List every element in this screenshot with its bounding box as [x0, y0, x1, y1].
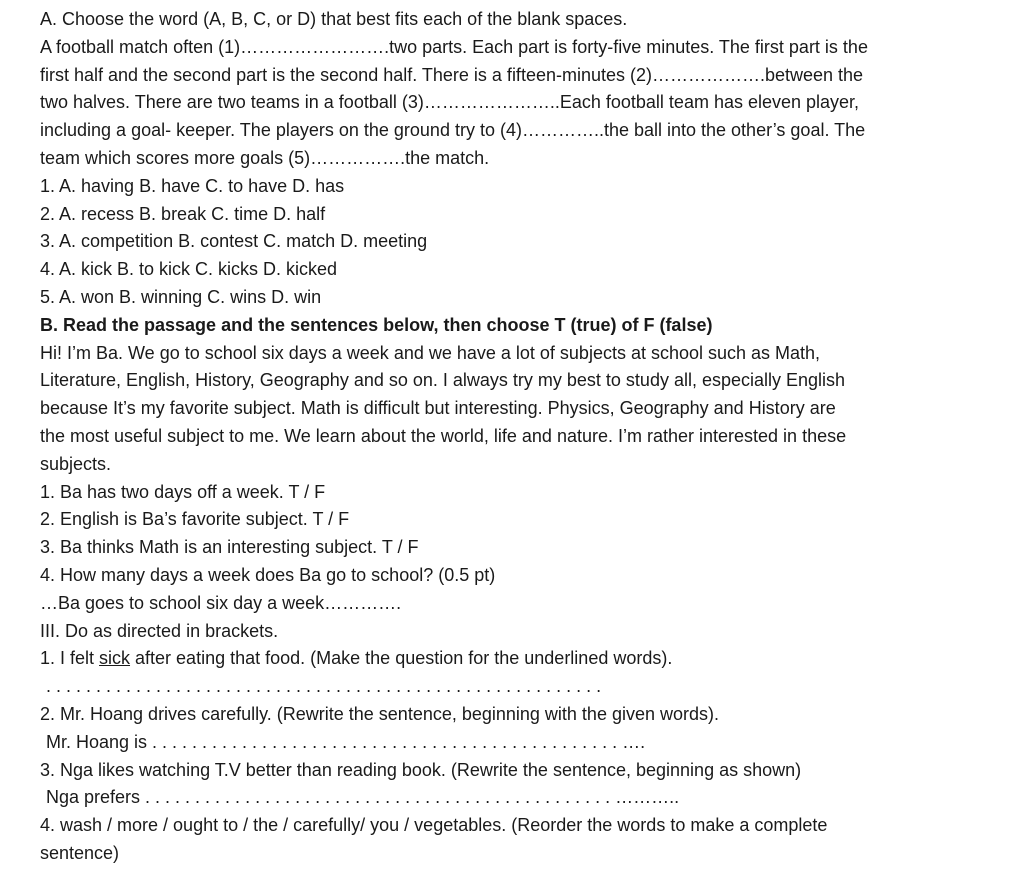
section-c-heading: III. Do as directed in brackets.: [40, 620, 279, 641]
option-line: 2. A. recess B. break C. time D. half: [40, 203, 326, 224]
passage-line: because It’s my favorite subject. Math is difficult but interesting. Physics, Geography and History are: [40, 398, 836, 419]
section-b-answer: …Ba goes to school six day a week………….: [40, 592, 402, 613]
option-line: 5. A. won B. winning C. wins D. win: [40, 286, 322, 307]
question-1-after: after eating that food. (Make the question for the underlined words).: [130, 648, 673, 669]
question-4: 4. wash / more / ought to / the / carefully/ you / vegetables. (Reorder the words to make a complete: [40, 815, 828, 836]
section-a-heading: A. Choose the word (A, B, C, or D) that best fits each of the blank spaces.: [40, 9, 628, 29]
statement-line: 3. Ba thinks Math is an interesting subject. T / F: [40, 537, 419, 558]
question-3-answer-line: Nga prefers . . . . . . . . . . . . . . . . . . . . . . . . . . . . . . . . . . . . . . . . . . . . . . . ………..: [46, 787, 680, 808]
passage-line: two halves. There are two teams in a football (3)…………………..Each football team has eleven player,: [40, 92, 860, 113]
section-a-passage: [40, 34, 1000, 173]
question-2: 2. Mr. Hoang drives carefully. (Rewrite the sentence, beginning with the given words).: [40, 703, 719, 724]
passage-line: including a goal- keeper. The players on the ground try to (4)…………..the ball into the other’s goal. The: [40, 120, 866, 141]
passage-line: Hi! I’m Ba. We go to school six days a week and we have a lot of subjects at school such as Math,: [40, 342, 821, 363]
question-4-continued: sentence): [40, 842, 120, 863]
passage-line: the most useful subject to me. We learn about the world, life and nature. I’m rather interested in these: [40, 425, 847, 446]
option-line: 3. A. competition B. contest C. match D. meeting: [40, 231, 428, 252]
statement-line: 2. English is Ba’s favorite subject. T / F: [40, 509, 350, 530]
section-a-options: [40, 173, 1000, 312]
question-3: 3. Nga likes watching T.V better than reading book. (Rewrite the sentence, beginning as shown): [40, 759, 802, 780]
passage-line: Literature, English, History, Geography and so on. I always try my best to study all, especially English: [40, 370, 846, 391]
passage-line: A football match often (1)…………………….two parts. Each part is forty-five minutes. The first part is the: [40, 36, 868, 57]
question-1: [40, 645, 1000, 673]
option-line: 4. A. kick B. to kick C. kicks D. kicked: [40, 259, 338, 280]
question-1-before: 1. I felt: [40, 648, 100, 669]
section-b-heading: B. Read the passage and the sentences below, then choose T (true) of F (false): [40, 314, 713, 335]
statement-line: 4. How many days a week does Ba go to school? (0.5 pt): [40, 564, 496, 585]
passage-line: first half and the second part is the second half. There is a fifteen-minutes (2)……………….between the: [40, 64, 864, 85]
passage-line: subjects.: [40, 453, 112, 474]
statement-line: 1. Ba has two days off a week. T / F: [40, 481, 326, 502]
question-2-answer-line: Mr. Hoang is . . . . . . . . . . . . . . . . . . . . . . . . . . . . . . . . . . . . . . . . . . . . . . . ….: [46, 731, 646, 752]
underlined-word: sick: [99, 648, 131, 669]
option-line: 1. A. having B. have C. to have D. has: [40, 175, 345, 196]
question-1-answer-line: . . . . . . . . . . . . . . . . . . . . . . . . . . . . . . . . . . . . . . . . . . . . . . . . . . . . . . . .: [46, 676, 602, 697]
section-b-passage: [40, 340, 1000, 479]
passage-line: team which scores more goals (5)…………….the match.: [40, 147, 490, 168]
section-b-statements: [40, 479, 1000, 590]
